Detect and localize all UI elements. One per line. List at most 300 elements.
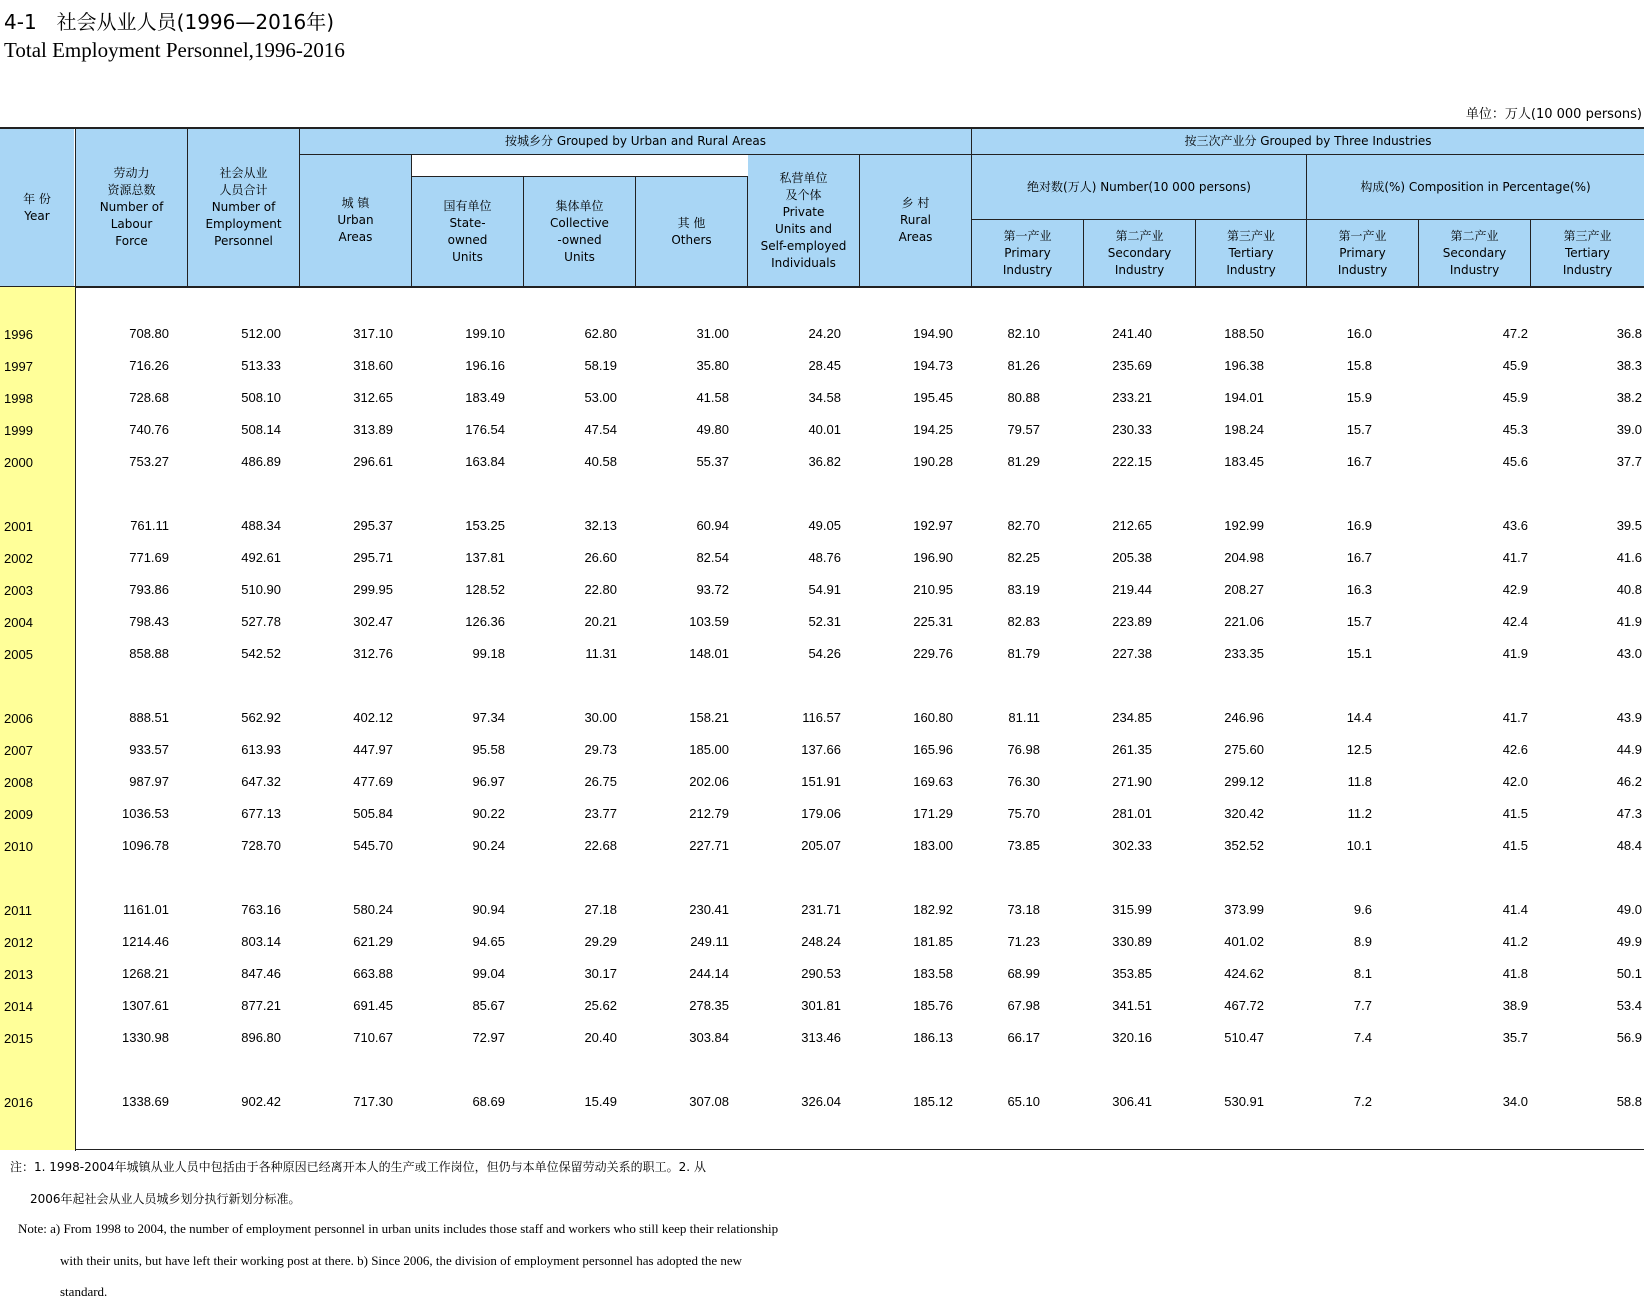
cell-collective: 23.77 — [584, 806, 617, 821]
cell-pct-tertiary: 36.8 — [1616, 326, 1642, 341]
cell-rural: 182.92 — [913, 902, 953, 917]
cell-year: 1997 — [4, 359, 33, 374]
cell-num-secondary: 315.99 — [1112, 902, 1152, 917]
cell-rural: 196.90 — [913, 550, 953, 565]
cell-year: 2015 — [4, 1031, 33, 1046]
cell-state-owned: 99.04 — [472, 966, 505, 981]
cell-collective: 30.00 — [584, 710, 617, 725]
cell-collective: 20.21 — [584, 614, 617, 629]
cell-private: 116.57 — [802, 710, 841, 725]
cell-private: 36.82 — [808, 454, 841, 469]
page-title-cn: 4-1 社会从业人员(1996—2016年) — [4, 10, 335, 34]
cell-others: 185.00 — [689, 742, 729, 757]
cell-num-primary: 76.98 — [1007, 742, 1040, 757]
cell-labour-force: 771.69 — [129, 550, 169, 565]
cell-pct-secondary: 35.7 — [1502, 1030, 1528, 1045]
cell-pct-tertiary: 44.9 — [1616, 742, 1642, 757]
cell-collective: 58.19 — [584, 358, 617, 373]
cell-num-primary: 82.10 — [1007, 326, 1040, 341]
cell-private: 205.07 — [801, 838, 841, 853]
cell-year: 2013 — [4, 967, 33, 982]
cell-pct-secondary: 41.5 — [1502, 806, 1528, 821]
cell-num-primary: 66.17 — [1007, 1030, 1040, 1045]
cell-pct-secondary: 41.5 — [1502, 838, 1528, 853]
cell-employment-total: 492.61 — [241, 550, 281, 565]
cell-collective: 62.80 — [584, 326, 617, 341]
cell-urban: 317.10 — [353, 326, 393, 341]
cell-employment-total: 486.89 — [241, 454, 281, 469]
cell-year: 2002 — [4, 551, 33, 566]
cell-labour-force: 1214.46 — [122, 934, 169, 949]
header-pct-primary: 第一产业 Primary Industry — [1307, 220, 1418, 286]
header-divider — [523, 177, 524, 287]
cell-rural: 181.85 — [913, 934, 953, 949]
cell-private: 28.45 — [808, 358, 841, 373]
cell-state-owned: 196.16 — [465, 358, 505, 373]
cell-num-secondary: 219.44 — [1112, 582, 1152, 597]
cell-num-tertiary: 192.99 — [1224, 518, 1264, 533]
cell-year: 2004 — [4, 615, 33, 630]
cell-collective: 47.54 — [584, 422, 617, 437]
cell-num-tertiary: 510.47 — [1224, 1030, 1264, 1045]
cell-state-owned: 99.18 — [472, 646, 505, 661]
note-cn-line1: 注：1. 1998-2004年城镇从业人员中包括由于各种原因已经离开本人的生产或工作岗位，但仍与本单位保留劳动关系的职工。2. 从 — [10, 1160, 706, 1174]
header-urban-rural-group: 按城乡分 Grouped by Urban and Rural Areas — [300, 129, 971, 154]
cell-urban: 691.45 — [353, 998, 393, 1013]
header-divider — [1418, 220, 1419, 287]
cell-rural: 194.90 — [913, 326, 953, 341]
cell-employment-total: 763.16 — [241, 902, 281, 917]
cell-urban: 663.88 — [353, 966, 393, 981]
cell-num-primary: 73.18 — [1007, 902, 1040, 917]
cell-num-secondary: 205.38 — [1112, 550, 1152, 565]
cell-num-secondary: 212.65 — [1112, 518, 1152, 533]
cell-others: 158.21 — [689, 710, 729, 725]
cell-others: 212.79 — [689, 806, 729, 821]
cell-pct-secondary: 42.4 — [1502, 614, 1528, 629]
cell-state-owned: 85.67 — [472, 998, 505, 1013]
cell-num-primary: 81.29 — [1007, 454, 1040, 469]
cell-rural: 183.00 — [913, 838, 953, 853]
cell-pct-tertiary: 41.9 — [1616, 614, 1642, 629]
cell-labour-force: 1161.01 — [122, 902, 169, 917]
cell-private: 40.01 — [808, 422, 841, 437]
header-employment-total: 社会从业 人员合计 Number of Employment Personnel — [188, 129, 299, 286]
cell-pct-primary: 15.8 — [1346, 358, 1372, 373]
cell-num-secondary: 271.90 — [1112, 774, 1152, 789]
cell-pct-primary: 14.4 — [1346, 710, 1372, 725]
cell-urban: 505.84 — [353, 806, 393, 821]
cell-rural: 190.28 — [913, 454, 953, 469]
cell-rural: 171.29 — [913, 806, 953, 821]
cell-employment-total: 488.34 — [241, 518, 281, 533]
cell-collective: 40.58 — [584, 454, 617, 469]
cell-labour-force: 798.43 — [129, 614, 169, 629]
cell-num-primary: 75.70 — [1007, 806, 1040, 821]
cell-labour-force: 987.97 — [129, 774, 169, 789]
year-column-border — [75, 127, 76, 1151]
cell-collective: 27.18 — [584, 902, 617, 917]
cell-urban: 710.67 — [353, 1030, 393, 1045]
cell-pct-secondary: 42.0 — [1502, 774, 1528, 789]
cell-pct-tertiary: 56.9 — [1616, 1030, 1642, 1045]
cell-urban: 621.29 — [353, 934, 393, 949]
header-number-group: 绝对数(万人) Number(10 000 persons) — [972, 155, 1306, 219]
cell-num-secondary: 233.21 — [1112, 390, 1152, 405]
cell-others: 55.37 — [696, 454, 729, 469]
note-en-line1: Note: a) From 1998 to 2004, the number of employment personnel in urban units includes those staff and workers who still keep their relationship — [18, 1221, 779, 1236]
cell-num-primary: 81.11 — [1008, 710, 1040, 725]
header-others: 其 他 Others — [636, 177, 747, 286]
cell-num-secondary: 320.16 — [1112, 1030, 1152, 1045]
cell-pct-primary: 16.9 — [1346, 518, 1372, 533]
cell-urban: 295.37 — [353, 518, 393, 533]
cell-rural: 195.45 — [913, 390, 953, 405]
cell-year: 2011 — [4, 903, 32, 918]
cell-others: 49.80 — [696, 422, 729, 437]
cell-num-secondary: 261.35 — [1112, 742, 1152, 757]
cell-pct-primary: 8.1 — [1353, 966, 1372, 981]
note-en-line2: with their units, but have left their working post at there. b) Since 2006, the division of employment personnel has adopted the new — [60, 1253, 742, 1268]
header-divider — [1083, 220, 1084, 287]
cell-labour-force: 1338.69 — [122, 1094, 169, 1109]
header-industry-group: 按三次产业分 Grouped by Three Industries — [972, 129, 1644, 154]
header-urban: 城 镇 Urban Areas — [300, 155, 411, 286]
cell-others: 244.14 — [689, 966, 729, 981]
cell-labour-force: 753.27 — [129, 454, 169, 469]
cell-pct-secondary: 41.9 — [1502, 646, 1528, 661]
cell-num-tertiary: 188.50 — [1224, 326, 1264, 341]
cell-pct-primary: 12.5 — [1346, 742, 1372, 757]
cell-num-secondary: 281.01 — [1112, 806, 1152, 821]
cell-urban: 296.61 — [353, 454, 393, 469]
cell-employment-total: 677.13 — [241, 806, 281, 821]
cell-urban: 545.70 — [353, 838, 393, 853]
cell-labour-force: 793.86 — [129, 582, 169, 597]
cell-pct-tertiary: 48.4 — [1616, 838, 1642, 853]
cell-year: 2007 — [4, 743, 33, 758]
cell-others: 31.00 — [696, 326, 729, 341]
cell-labour-force: 1268.21 — [122, 966, 169, 981]
header-private: 私营单位 及个体 Private Units and Self-employed Individuals — [748, 155, 859, 286]
header-divider — [1195, 220, 1196, 287]
cell-collective: 29.29 — [584, 934, 617, 949]
cell-collective: 26.75 — [584, 774, 617, 789]
cell-num-tertiary: 320.42 — [1224, 806, 1264, 821]
cell-pct-primary: 8.9 — [1353, 934, 1372, 949]
cell-pct-secondary: 41.7 — [1502, 550, 1528, 565]
cell-year: 1998 — [4, 391, 33, 406]
cell-year: 1996 — [4, 327, 33, 342]
cell-pct-primary: 7.4 — [1353, 1030, 1372, 1045]
cell-urban: 295.71 — [353, 550, 393, 565]
cell-year: 2006 — [4, 711, 33, 726]
cell-pct-primary: 7.2 — [1353, 1094, 1372, 1109]
cell-collective: 15.49 — [584, 1094, 617, 1109]
header-num-secondary: 第二产业 Secondary Industry — [1084, 220, 1195, 286]
cell-year: 2010 — [4, 839, 33, 854]
cell-state-owned: 94.65 — [472, 934, 505, 949]
cell-private: 24.20 — [808, 326, 841, 341]
cell-private: 290.53 — [801, 966, 841, 981]
cell-others: 278.35 — [689, 998, 729, 1013]
cell-urban: 318.60 — [353, 358, 393, 373]
cell-labour-force: 1307.61 — [122, 998, 169, 1013]
header-divider — [747, 177, 748, 287]
cell-year: 2008 — [4, 775, 33, 790]
cell-pct-tertiary: 40.8 — [1616, 582, 1642, 597]
cell-num-tertiary: 299.12 — [1224, 774, 1264, 789]
cell-pct-secondary: 38.9 — [1502, 998, 1528, 1013]
cell-labour-force: 716.26 — [129, 358, 169, 373]
cell-state-owned: 128.52 — [465, 582, 505, 597]
header-num-primary: 第一产业 Primary Industry — [972, 220, 1083, 286]
cell-pct-tertiary: 50.1 — [1616, 966, 1642, 981]
cell-labour-force: 1036.53 — [122, 806, 169, 821]
cell-others: 307.08 — [689, 1094, 729, 1109]
cell-private: 54.26 — [808, 646, 841, 661]
cell-num-secondary: 330.89 — [1112, 934, 1152, 949]
cell-pct-tertiary: 38.2 — [1616, 390, 1642, 405]
header-rule — [412, 176, 748, 177]
cell-pct-tertiary: 53.4 — [1616, 998, 1642, 1013]
cell-private: 248.24 — [801, 934, 841, 949]
cell-employment-total: 527.78 — [241, 614, 281, 629]
header-pct-secondary: 第二产业 Secondary Industry — [1419, 220, 1530, 286]
cell-rural: 194.73 — [913, 358, 953, 373]
cell-pct-tertiary: 39.5 — [1616, 518, 1642, 533]
cell-rural: 165.96 — [913, 742, 953, 757]
cell-pct-tertiary: 41.6 — [1616, 550, 1642, 565]
header-divider — [187, 127, 188, 287]
cell-others: 227.71 — [689, 838, 729, 853]
table-bottom-border — [0, 1149, 1644, 1150]
cell-pct-tertiary: 58.8 — [1616, 1094, 1642, 1109]
cell-urban: 312.65 — [353, 390, 393, 405]
cell-private: 49.05 — [808, 518, 841, 533]
cell-private: 301.81 — [801, 998, 841, 1013]
cell-pct-primary: 9.6 — [1353, 902, 1372, 917]
cell-urban: 477.69 — [353, 774, 393, 789]
cell-state-owned: 153.25 — [465, 518, 505, 533]
cell-pct-tertiary: 39.0 — [1616, 422, 1642, 437]
cell-num-primary: 82.25 — [1007, 550, 1040, 565]
header-divider — [971, 127, 972, 287]
cell-num-tertiary: 183.45 — [1224, 454, 1264, 469]
cell-year: 2009 — [4, 807, 33, 822]
cell-private: 179.06 — [801, 806, 841, 821]
cell-state-owned: 183.49 — [465, 390, 505, 405]
cell-employment-total: 803.14 — [241, 934, 281, 949]
header-rural: 乡 村 Rural Areas — [860, 155, 971, 286]
cell-num-tertiary: 196.38 — [1224, 358, 1264, 373]
header-pct-tertiary: 第三产业 Tertiary Industry — [1531, 220, 1644, 286]
note-en-line3: standard. — [60, 1284, 108, 1299]
cell-pct-primary: 16.0 — [1346, 326, 1372, 341]
cell-rural: 192.97 — [913, 518, 953, 533]
cell-collective: 22.68 — [584, 838, 617, 853]
cell-collective: 32.13 — [584, 518, 617, 533]
cell-labour-force: 858.88 — [129, 646, 169, 661]
cell-labour-force: 1330.98 — [122, 1030, 169, 1045]
cell-rural: 225.31 — [913, 614, 953, 629]
cell-num-tertiary: 194.01 — [1224, 390, 1264, 405]
cell-private: 313.46 — [801, 1030, 841, 1045]
cell-num-tertiary: 275.60 — [1224, 742, 1264, 757]
cell-pct-primary: 16.3 — [1346, 582, 1372, 597]
cell-pct-secondary: 42.6 — [1502, 742, 1528, 757]
cell-state-owned: 126.36 — [465, 614, 505, 629]
cell-rural: 185.76 — [913, 998, 953, 1013]
cell-num-tertiary: 401.02 — [1224, 934, 1264, 949]
cell-others: 103.59 — [689, 614, 729, 629]
cell-private: 52.31 — [808, 614, 841, 629]
cell-num-secondary: 227.38 — [1112, 646, 1152, 661]
cell-num-secondary: 353.85 — [1112, 966, 1152, 981]
cell-private: 48.76 — [808, 550, 841, 565]
cell-collective: 30.17 — [584, 966, 617, 981]
cell-state-owned: 68.69 — [472, 1094, 505, 1109]
unit-label: 单位：万人(10 000 persons) — [1465, 107, 1642, 122]
cell-labour-force: 761.11 — [130, 518, 169, 533]
cell-rural: 185.12 — [913, 1094, 953, 1109]
cell-private: 54.91 — [808, 582, 841, 597]
cell-employment-total: 513.33 — [241, 358, 281, 373]
cell-urban: 580.24 — [353, 902, 393, 917]
cell-num-secondary: 306.41 — [1112, 1094, 1152, 1109]
cell-year: 2003 — [4, 583, 33, 598]
cell-pct-tertiary: 49.0 — [1616, 902, 1642, 917]
cell-urban: 312.76 — [353, 646, 393, 661]
cell-pct-tertiary: 47.3 — [1616, 806, 1642, 821]
cell-num-primary: 80.88 — [1007, 390, 1040, 405]
cell-collective: 11.31 — [585, 646, 617, 661]
cell-num-secondary: 230.33 — [1112, 422, 1152, 437]
cell-labour-force: 933.57 — [129, 742, 169, 757]
header-divider — [1530, 220, 1531, 287]
cell-rural: 229.76 — [913, 646, 953, 661]
cell-pct-primary: 16.7 — [1346, 550, 1372, 565]
cell-state-owned: 90.94 — [472, 902, 505, 917]
cell-num-secondary: 223.89 — [1112, 614, 1152, 629]
note-cn-line2: 2006年起社会从业人员城乡划分执行新划分标准。 — [30, 1192, 301, 1206]
cell-pct-secondary: 41.4 — [1502, 902, 1528, 917]
cell-others: 82.54 — [696, 550, 729, 565]
cell-state-owned: 72.97 — [472, 1030, 505, 1045]
cell-state-owned: 90.22 — [472, 806, 505, 821]
cell-pct-secondary: 45.3 — [1502, 422, 1528, 437]
cell-num-primary: 83.19 — [1007, 582, 1040, 597]
cell-private: 326.04 — [801, 1094, 841, 1109]
header-labour-force: 劳动力 资源总数 Number of Labour Force — [76, 129, 187, 286]
cell-others: 249.11 — [690, 934, 729, 949]
header-rule — [300, 154, 1644, 155]
cell-year: 2016 — [4, 1095, 33, 1110]
cell-employment-total: 542.52 — [241, 646, 281, 661]
cell-num-tertiary: 246.96 — [1224, 710, 1264, 725]
cell-pct-primary: 11.2 — [1347, 806, 1372, 821]
cell-private: 231.71 — [801, 902, 841, 917]
page-title-en: Total Employment Personnel,1996-2016 — [4, 38, 345, 62]
cell-pct-secondary: 42.9 — [1502, 582, 1528, 597]
cell-pct-primary: 15.7 — [1346, 614, 1372, 629]
cell-labour-force: 1096.78 — [122, 838, 169, 853]
cell-num-primary: 82.83 — [1007, 614, 1040, 629]
cell-year: 2000 — [4, 455, 33, 470]
cell-pct-primary: 10.1 — [1346, 838, 1372, 853]
cell-num-tertiary: 467.72 — [1224, 998, 1264, 1013]
cell-pct-tertiary: 43.9 — [1616, 710, 1642, 725]
cell-num-secondary: 222.15 — [1112, 454, 1152, 469]
cell-num-primary: 81.79 — [1007, 646, 1040, 661]
cell-others: 41.58 — [696, 390, 729, 405]
cell-labour-force: 708.80 — [129, 326, 169, 341]
cell-num-secondary: 234.85 — [1112, 710, 1152, 725]
cell-num-tertiary: 424.62 — [1224, 966, 1264, 981]
cell-others: 303.84 — [689, 1030, 729, 1045]
cell-urban: 302.47 — [353, 614, 393, 629]
cell-others: 148.01 — [689, 646, 729, 661]
header-num-tertiary: 第三产业 Tertiary Industry — [1196, 220, 1306, 286]
cell-employment-total: 508.10 — [241, 390, 281, 405]
cell-others: 35.80 — [696, 358, 729, 373]
cell-state-owned: 97.34 — [472, 710, 505, 725]
cell-urban: 717.30 — [353, 1094, 393, 1109]
cell-num-primary: 76.30 — [1007, 774, 1040, 789]
cell-employment-total: 512.00 — [241, 326, 281, 341]
cell-year: 2014 — [4, 999, 33, 1014]
cell-num-primary: 81.26 — [1007, 358, 1040, 373]
cell-num-secondary: 302.33 — [1112, 838, 1152, 853]
cell-pct-tertiary: 37.7 — [1616, 454, 1642, 469]
cell-collective: 26.60 — [584, 550, 617, 565]
cell-rural: 169.63 — [913, 774, 953, 789]
cell-pct-primary: 15.7 — [1346, 422, 1372, 437]
cell-urban: 299.95 — [353, 582, 393, 597]
header-divider — [299, 127, 300, 287]
cell-labour-force: 888.51 — [129, 710, 169, 725]
cell-urban: 402.12 — [353, 710, 393, 725]
header-rule — [972, 219, 1644, 220]
cell-employment-total: 510.90 — [241, 582, 281, 597]
cell-num-secondary: 235.69 — [1112, 358, 1152, 373]
cell-num-primary: 71.23 — [1007, 934, 1040, 949]
cell-private: 34.58 — [808, 390, 841, 405]
cell-num-secondary: 241.40 — [1112, 326, 1152, 341]
cell-num-primary: 65.10 — [1007, 1094, 1040, 1109]
cell-rural: 186.13 — [913, 1030, 953, 1045]
cell-urban: 313.89 — [353, 422, 393, 437]
header-divider — [411, 155, 412, 287]
cell-num-tertiary: 198.24 — [1224, 422, 1264, 437]
header-collective: 集体单位 Collective -owned Units — [524, 177, 635, 286]
cell-collective: 22.80 — [584, 582, 617, 597]
cell-state-owned: 199.10 — [465, 326, 505, 341]
cell-pct-primary: 11.8 — [1347, 774, 1372, 789]
cell-employment-total: 562.92 — [241, 710, 281, 725]
cell-collective: 29.73 — [584, 742, 617, 757]
header-divider — [635, 177, 636, 287]
cell-rural: 160.80 — [913, 710, 953, 725]
cell-state-owned: 95.58 — [472, 742, 505, 757]
header-bottom-border — [0, 286, 1644, 288]
cell-pct-secondary: 41.7 — [1502, 710, 1528, 725]
cell-num-tertiary: 204.98 — [1224, 550, 1264, 565]
cell-pct-primary: 15.1 — [1346, 646, 1372, 661]
cell-state-owned: 176.54 — [465, 422, 505, 437]
cell-year: 2005 — [4, 647, 33, 662]
cell-num-tertiary: 208.27 — [1224, 582, 1264, 597]
